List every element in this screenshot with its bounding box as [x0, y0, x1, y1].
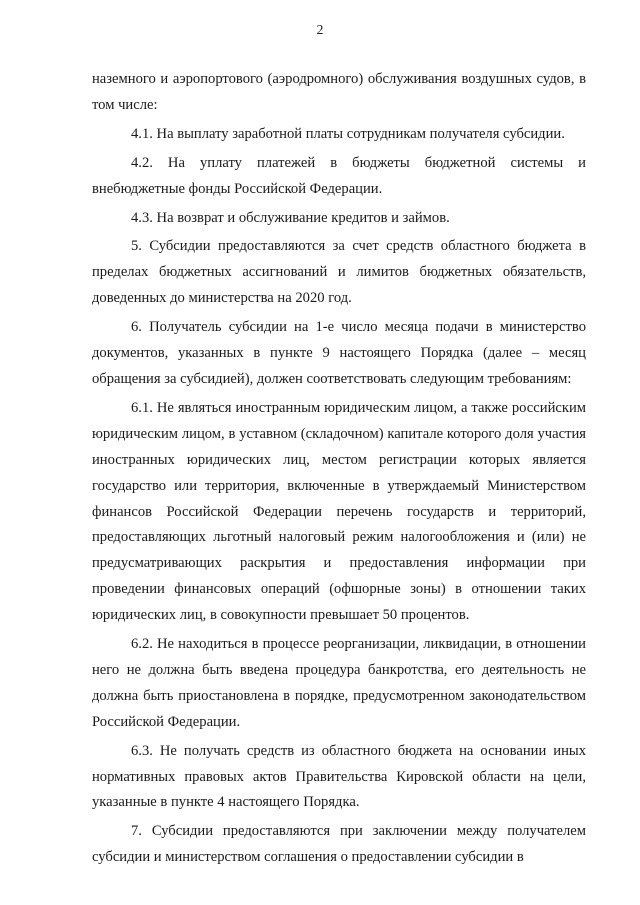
paragraph-6-1: 6.1. Не являться иностранным юридическим лицом, а также российским юридическим лицом, в уставном (складочном) капитале которого доля участия иностранных юридических лиц, местом регистрации которых является государство или территория, включенные в утверждаемый Министерством финансов Российской Федерации перечень государств и территорий, предоставляющих льготный налоговый режим налогообложения и (или) не предусматривающих раскрытия и предоставления информации при проведении финансовых операций (офшорные зоны) в отношении таких юридических лиц, в совокупности превышает 50 процентов. — [92, 399, 586, 624]
paragraph-4-2: 4.2. На уплату платежей в бюджеты бюджетной системы и внебюджетные фонды Российской Федерации. — [92, 154, 586, 197]
document-body — [92, 67, 586, 871]
page-number: 2 — [316, 22, 324, 37]
paragraph-7: 7. Субсидии предоставляются при заключении между получателем субсидии и министерством соглашения о предоставлении субсидии в — [92, 823, 586, 866]
paragraph-6-2: 6.2. Не находиться в процессе реорганизации, ликвидации, в отношении него не должна быть введена процедура банкротства, его деятельность не должна быть приостановлена в порядке, предусмотренном законодательством Российской Федерации. — [92, 636, 586, 730]
paragraph-5: 5. Субсидии предоставляются за счет средств областного бюджета в пределах бюджетных ассигнований и лимитов бюджетных обязательств, доведенных до министерства на 2020 год. — [92, 238, 586, 307]
paragraph-4-1: 4.1. На выплату заработной платы сотрудникам получателя субсидии. — [131, 125, 565, 142]
paragraph-6-3: 6.3. Не получать средств из областного бюджета на основании иных нормативных правовых актов Правительства Кировской области на цели, указанные в пункте 4 настоящего Порядка. — [92, 742, 586, 811]
paragraph-4-3: 4.3. На возврат и обслуживание кредитов и займов. — [131, 209, 450, 226]
paragraph-6: 6. Получатель субсидии на 1-е число месяца подачи в министерство документов, указанных в пункте 9 настоящего Порядка (далее – месяц обращения за субсидией), должен соответствовать следующим требованиям: — [92, 319, 586, 387]
paragraph-continuation: наземного и аэропортового (аэродромного) обслуживания воздушных судов, в том числе: — [92, 71, 586, 113]
